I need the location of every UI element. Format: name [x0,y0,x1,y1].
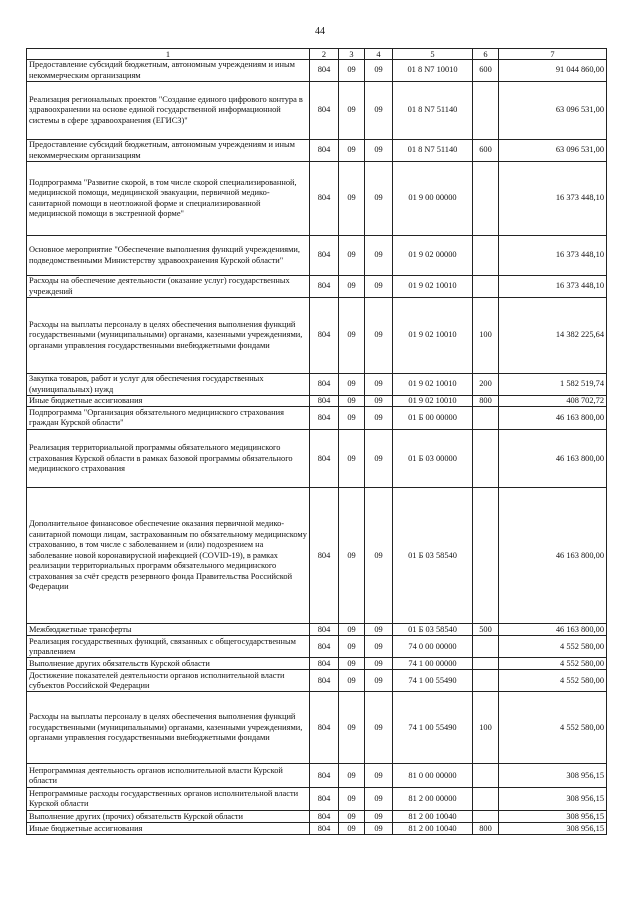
subsection-code: 09 [365,298,393,374]
ministry-code: 804 [310,82,339,140]
target-article-code: 81 2 00 10040 [393,823,473,835]
table-row [27,82,607,140]
subsection-code: 09 [365,692,393,764]
item-name: Реализация территориальной программы обязательного медицинского страхования Курской области в рамках базовой программы обязательного медицинского страхования [27,430,310,488]
subsection-code: 09 [365,396,393,407]
table-row [27,811,607,823]
item-name: Дополнительное финансовое обеспечение оказания первичной медико-санитарной помощи лицам, застрахованным по обязательному медицинскому страхованию, в том числе с заболеванием и (или) подозрением на заболевание новой коронавирусной инфекцией (COVID-19), в рамках реализации территориальных программ обязательного медицинского страхования за счёт средств резервного фонда Правительства Российской Федерации [27,488,310,624]
subsection-code: 09 [365,488,393,624]
section-code: 09 [339,488,365,624]
section-code: 09 [339,692,365,764]
table-row [27,276,607,298]
table-row [27,788,607,811]
expense-type-code [473,788,499,811]
expense-type-code: 200 [473,374,499,396]
column-header: 7 [499,49,607,60]
table-row [27,162,607,236]
section-code: 09 [339,823,365,835]
subsection-code: 09 [365,811,393,823]
section-code: 09 [339,636,365,658]
target-article-code: 74 1 00 55490 [393,692,473,764]
target-article-code: 01 Б 03 58540 [393,624,473,636]
expense-type-code [473,764,499,788]
section-code: 09 [339,298,365,374]
section-code: 09 [339,396,365,407]
amount: 408 702,72 [499,396,607,407]
expense-type-code [473,430,499,488]
ministry-code: 804 [310,374,339,396]
ministry-code: 804 [310,823,339,835]
subsection-code: 09 [365,764,393,788]
header-row [27,49,607,60]
amount: 16 373 448,10 [499,236,607,276]
ministry-code: 804 [310,276,339,298]
target-article-code: 81 2 00 10040 [393,811,473,823]
expense-type-code [473,811,499,823]
table-row [27,764,607,788]
table-row [27,430,607,488]
table-row [27,488,607,624]
section-code: 09 [339,407,365,430]
subsection-code: 09 [365,60,393,82]
amount: 4 552 580,00 [499,658,607,670]
section-code: 09 [339,430,365,488]
target-article-code: 01 8 N7 10010 [393,60,473,82]
amount: 91 044 860,00 [499,60,607,82]
item-name: Достижение показателей деятельности органов исполнительной власти субъектов Российской Федерации [27,670,310,692]
table-row [27,60,607,82]
amount: 308 956,15 [499,764,607,788]
ministry-code: 804 [310,396,339,407]
ministry-code: 804 [310,298,339,374]
target-article-code: 74 1 00 00000 [393,658,473,670]
target-article-code: 74 1 00 55490 [393,670,473,692]
item-name: Иные бюджетные ассигнования [27,396,310,407]
target-article-code: 74 0 00 00000 [393,636,473,658]
subsection-code: 09 [365,140,393,162]
amount: 4 552 580,00 [499,636,607,658]
ministry-code: 804 [310,692,339,764]
section-code: 09 [339,276,365,298]
target-article-code: 01 Б 03 58540 [393,488,473,624]
subsection-code: 09 [365,636,393,658]
amount: 4 552 580,00 [499,692,607,764]
ministry-code: 804 [310,60,339,82]
item-name: Выполнение других (прочих) обязательств Курской области [27,811,310,823]
amount: 46 163 800,00 [499,624,607,636]
amount: 63 096 531,00 [499,82,607,140]
amount: 46 163 800,00 [499,488,607,624]
amount: 63 096 531,00 [499,140,607,162]
item-name: Непрограммные расходы государственных органов исполнительной власти Курской области [27,788,310,811]
ministry-code: 804 [310,430,339,488]
column-header: 6 [473,49,499,60]
item-name: Расходы на выплаты персоналу в целях обеспечения выполнения функций государственными (муниципальными) органами, казенными учреждениями, органами управления государственными внебюджетными фондами [27,692,310,764]
section-code: 09 [339,788,365,811]
column-header: 1 [27,49,310,60]
target-article-code: 01 Б 00 00000 [393,407,473,430]
section-code: 09 [339,82,365,140]
subsection-code: 09 [365,670,393,692]
item-name: Непрограммная деятельность органов исполнительной власти Курской области [27,764,310,788]
expense-type-code: 800 [473,396,499,407]
budget-table [26,48,607,835]
ministry-code: 804 [310,658,339,670]
amount: 308 956,15 [499,811,607,823]
target-article-code: 01 9 00 00000 [393,162,473,236]
item-name: Предоставление субсидий бюджетным, автономным учреждениям и иным некоммерческим организациям [27,60,310,82]
section-code: 09 [339,624,365,636]
expense-type-code [473,658,499,670]
subsection-code: 09 [365,236,393,276]
subsection-code: 09 [365,823,393,835]
subsection-code: 09 [365,658,393,670]
subsection-code: 09 [365,276,393,298]
column-header: 5 [393,49,473,60]
ministry-code: 804 [310,140,339,162]
section-code: 09 [339,162,365,236]
section-code: 09 [339,374,365,396]
subsection-code: 09 [365,788,393,811]
amount: 4 552 580,00 [499,670,607,692]
section-code: 09 [339,670,365,692]
table-row [27,396,607,407]
item-name: Основное мероприятие "Обеспечение выполнения функций учреждениями, подведомственными Министерству здравоохранения Курской области" [27,236,310,276]
item-name: Реализация региональных проектов "Создание единого цифрового контура в здравоохранении на основе единой государственной информационной системы в сфере здравоохранения (ЕГИСЗ)" [27,82,310,140]
amount: 46 163 800,00 [499,430,607,488]
section-code: 09 [339,140,365,162]
item-name: Подпрограмма "Организация обязательного медицинского страхования граждан Курской области" [27,407,310,430]
expense-type-code [473,236,499,276]
item-name: Иные бюджетные ассигнования [27,823,310,835]
subsection-code: 09 [365,407,393,430]
target-article-code: 01 8 N7 51140 [393,140,473,162]
ministry-code: 804 [310,488,339,624]
target-article-code: 01 Б 03 00000 [393,430,473,488]
expense-type-code [473,488,499,624]
amount: 308 956,15 [499,823,607,835]
section-code: 09 [339,764,365,788]
expense-type-code: 600 [473,140,499,162]
ministry-code: 804 [310,624,339,636]
table-row [27,670,607,692]
section-code: 09 [339,811,365,823]
table-row [27,636,607,658]
expense-type-code: 500 [473,624,499,636]
table-body [27,60,607,835]
target-article-code: 01 9 02 10010 [393,396,473,407]
expense-type-code [473,82,499,140]
expense-type-code [473,670,499,692]
ministry-code: 804 [310,764,339,788]
amount: 308 956,15 [499,788,607,811]
subsection-code: 09 [365,430,393,488]
ministry-code: 804 [310,788,339,811]
expense-type-code: 800 [473,823,499,835]
table-row [27,140,607,162]
target-article-code: 01 9 02 10010 [393,276,473,298]
column-header: 3 [339,49,365,60]
expense-type-code: 600 [473,60,499,82]
subsection-code: 09 [365,624,393,636]
ministry-code: 804 [310,670,339,692]
table-row [27,298,607,374]
amount: 14 382 225,64 [499,298,607,374]
section-code: 09 [339,60,365,82]
table-row [27,236,607,276]
expense-type-code [473,162,499,236]
table-row [27,692,607,764]
target-article-code: 81 0 00 00000 [393,764,473,788]
expense-type-code: 100 [473,298,499,374]
table-row [27,407,607,430]
page-number: 44 [315,26,325,37]
section-code: 09 [339,236,365,276]
ministry-code: 804 [310,407,339,430]
amount: 16 373 448,10 [499,276,607,298]
amount: 16 373 448,10 [499,162,607,236]
item-name: Предоставление субсидий бюджетным, автономным учреждениям и иным некоммерческим организациям [27,140,310,162]
column-header: 4 [365,49,393,60]
item-name: Подпрограмма "Развитие скорой, в том числе скорой специализированной, медицинской помощи, медицинской эвакуации, первичной медико-санитарной помощи в неотложной форме и специализированной медицинской помощи в экстренной форме" [27,162,310,236]
expense-type-code [473,636,499,658]
amount: 46 163 800,00 [499,407,607,430]
item-name: Расходы на обеспечение деятельности (оказание услуг) государственных учреждений [27,276,310,298]
item-name: Расходы на выплаты персоналу в целях обеспечения выполнения функций государственными (муниципальными) органами, казенными учреждениями, органами управления государственными внебюджетными фондами [27,298,310,374]
item-name: Выполнение других обязательств Курской области [27,658,310,670]
target-article-code: 01 9 02 10010 [393,298,473,374]
subsection-code: 09 [365,82,393,140]
ministry-code: 804 [310,636,339,658]
ministry-code: 804 [310,162,339,236]
expense-type-code [473,407,499,430]
target-article-code: 01 9 02 00000 [393,236,473,276]
target-article-code: 01 8 N7 51140 [393,82,473,140]
column-header: 2 [310,49,339,60]
target-article-code: 81 2 00 00000 [393,788,473,811]
section-code: 09 [339,658,365,670]
amount: 1 582 519,74 [499,374,607,396]
subsection-code: 09 [365,162,393,236]
item-name: Реализация государственных функций, связанных с общегосударственным управлением [27,636,310,658]
item-name: Межбюджетные трансферты [27,624,310,636]
table-row [27,624,607,636]
table-row [27,374,607,396]
expense-type-code: 100 [473,692,499,764]
table-row [27,823,607,835]
ministry-code: 804 [310,811,339,823]
subsection-code: 09 [365,374,393,396]
expense-type-code [473,276,499,298]
ministry-code: 804 [310,236,339,276]
item-name: Закупка товаров, работ и услуг для обеспечения государственных (муниципальных) нужд [27,374,310,396]
target-article-code: 01 9 02 10010 [393,374,473,396]
table-row [27,658,607,670]
